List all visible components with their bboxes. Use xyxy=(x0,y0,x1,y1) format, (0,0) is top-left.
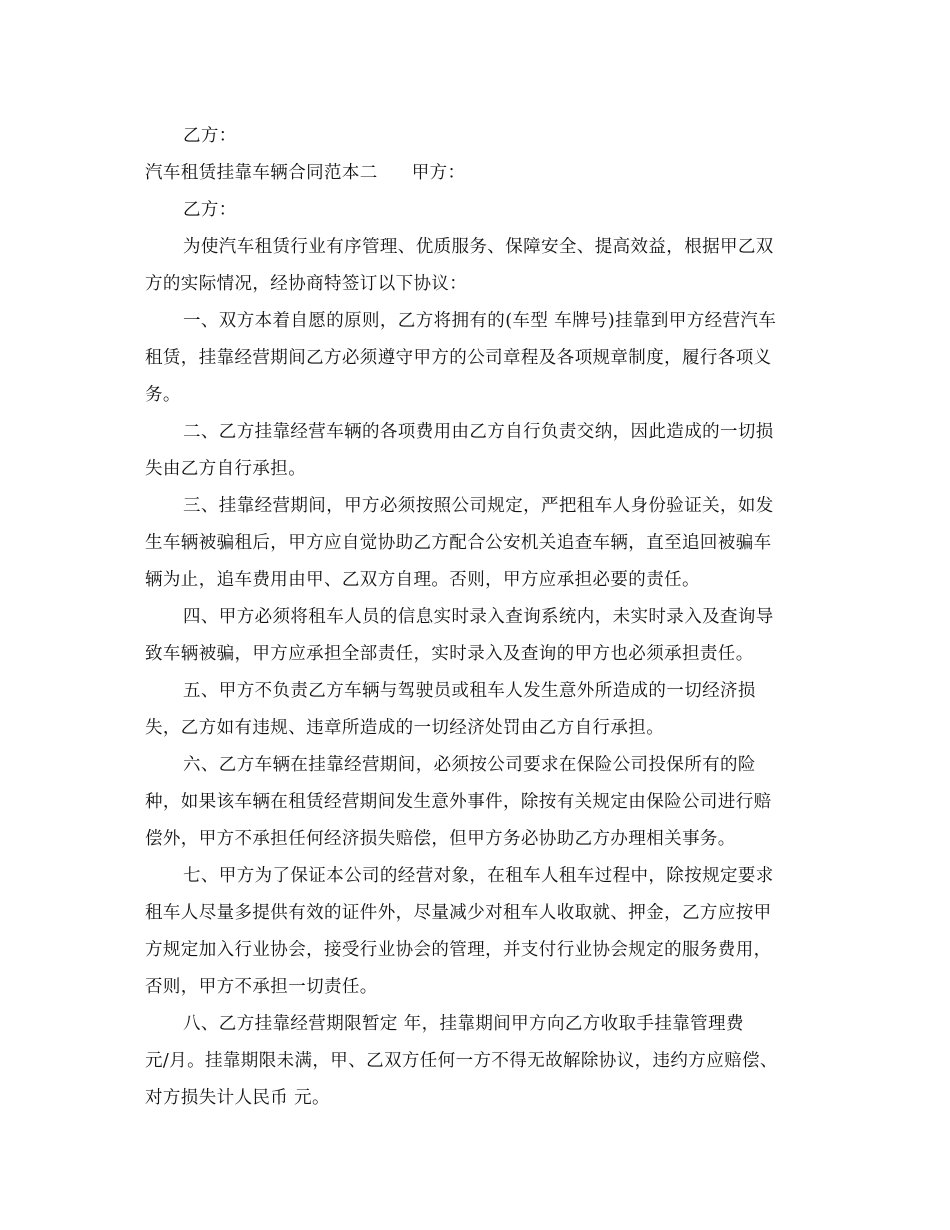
line-text: 二、乙方挂靠经营车辆的各项费用由乙方自行负责交纳，因此造成的一切损 xyxy=(183,422,774,442)
line-text: 乙方： xyxy=(183,126,237,146)
text-line xyxy=(145,118,810,155)
line-text: 失，乙方如有违规、违章所造成的一切经济处罚由乙方自行承担。 xyxy=(145,718,665,738)
text-line xyxy=(145,673,810,710)
line-text: 失由乙方自行承担。 xyxy=(145,459,307,479)
line-text: 偿外，甲方不承担任何经济损失赔偿，但甲方务必协助乙方办理相关事务。 xyxy=(145,829,736,849)
line-text: 六、乙方车辆在挂靠经营期间，必须按公司要求在保险公司投保所有的险 xyxy=(183,755,756,775)
text-line xyxy=(145,192,810,229)
line-text: 务。 xyxy=(145,385,181,405)
line-text: 四、甲方必须将租车人员的信息实时录入查询系统内，未实时录入及查询导 xyxy=(183,607,774,627)
text-line xyxy=(145,969,810,1006)
text-line xyxy=(145,821,810,858)
text-line xyxy=(145,784,810,821)
line-text: 八、乙方挂靠经营期限暂定 年，挂靠期间甲方向乙方收取手挂靠管理费 xyxy=(183,1014,744,1034)
text-line xyxy=(145,636,810,673)
line-text: 种，如果该车辆在租赁经营期间发生意外事件，除按有关规定由保险公司进行赔 xyxy=(145,792,772,812)
line-text: 租车人尽量多提供有效的证件外，尽量减少对租车人收取就、押金，乙方应按甲 xyxy=(145,903,772,923)
text-line xyxy=(145,414,810,451)
line-text: 对方损失计人民币 元。 xyxy=(145,1088,330,1108)
text-line xyxy=(145,710,810,747)
text-line xyxy=(145,1006,810,1043)
line-text: 为使汽车租赁行业有序管理、优质服务、保障安全、提高效益，根据甲乙双 xyxy=(183,237,774,257)
text-line xyxy=(145,266,810,303)
text-line xyxy=(145,525,810,562)
line-text: 方规定加入行业协会，接受行业协会的管理，并支付行业协会规定的服务费用， xyxy=(145,940,772,960)
text-line xyxy=(145,932,810,969)
line-text: 一、双方本着自愿的原则，乙方将拥有的(车型 车牌号)挂靠到甲方经营汽车 xyxy=(183,311,777,331)
document-body xyxy=(145,118,810,1117)
text-line xyxy=(145,858,810,895)
contract-title: 汽车租赁挂靠车辆合同范本二 xyxy=(145,163,378,183)
line-text: 七、甲方为了保证本公司的经营对象，在租车人租车过程中，除按规定要求 xyxy=(183,866,774,886)
text-line xyxy=(145,1080,810,1117)
text-line xyxy=(145,895,810,932)
party-b-label: 乙方： xyxy=(183,200,237,220)
text-line xyxy=(145,377,810,414)
text-line xyxy=(145,599,810,636)
line-text: 元/月。挂靠期限未满，甲、乙双方任何一方不得无故解除协议，违约方应赔偿、 xyxy=(145,1051,778,1071)
line-text: 否则，甲方不承担一切责任。 xyxy=(145,977,378,997)
text-line xyxy=(145,451,810,488)
party-a-label: 甲方： xyxy=(411,163,466,183)
text-line xyxy=(145,229,810,266)
text-line xyxy=(145,488,810,525)
contract-title-line xyxy=(145,155,810,192)
line-text: 辆为止，追车费用由甲、乙双方自理。否则，甲方应承担必要的责任。 xyxy=(145,570,700,590)
line-text: 租赁，挂靠经营期间乙方必须遵守甲方的公司章程及各项规章制度，履行各项义 xyxy=(145,348,772,368)
line-text: 致车辆被骗，甲方应承担全部责任，实时录入及查询的甲方也必须承担责任。 xyxy=(145,644,754,664)
line-text: 生车辆被骗租后，甲方应自觉协助乙方配合公安机关追查车辆，直至追回被骗车 xyxy=(145,533,772,553)
line-text: 五、甲方不负责乙方车辆与驾驶员或租车人发生意外所造成的一切经济损 xyxy=(183,681,756,701)
text-line xyxy=(145,303,810,340)
text-line xyxy=(145,747,810,784)
text-line xyxy=(145,340,810,377)
line-text: 三、挂靠经营期间，甲方必须按照公司规定，严把租车人身份验证关，如发 xyxy=(183,496,774,516)
text-line xyxy=(145,562,810,599)
line-text: 方的实际情况，经协商特签订以下协议： xyxy=(145,274,468,294)
text-line xyxy=(145,1043,810,1080)
